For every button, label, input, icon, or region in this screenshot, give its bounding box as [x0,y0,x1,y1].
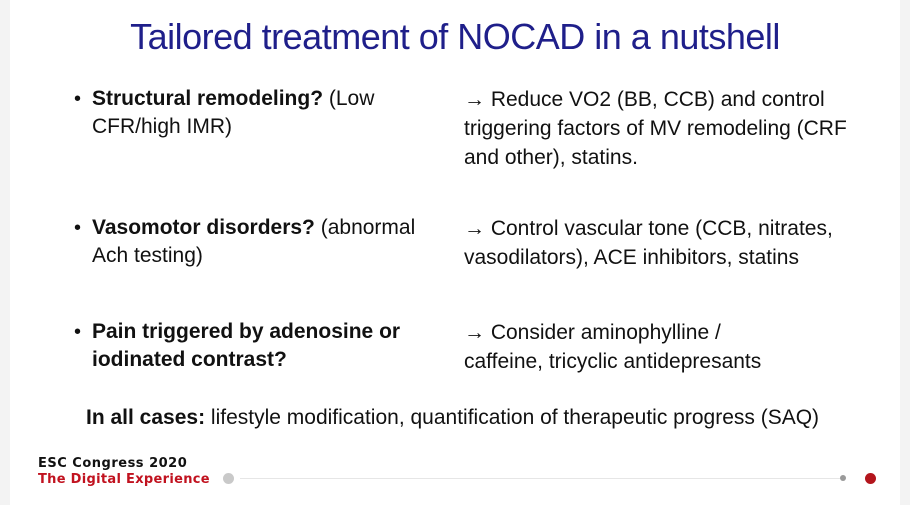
answer: → Consider aminophylline / caffeine, tricyclic antidepresants [464,321,762,373]
question-rest: (abnormal Ach testing) [92,216,416,267]
bullet-icon: • [74,321,82,343]
answer: → Reduce VO2 (BB, CCB) and control triggering factors of MV remodeling (CRF and other), statins. [464,88,847,169]
question [74,318,434,374]
bullet-icon: • [74,88,82,110]
progress-track [240,478,840,479]
bullet-icon: • [74,217,82,239]
red-dot-icon [865,473,876,484]
slide [10,0,900,505]
question [74,214,434,270]
summary [86,404,886,432]
small-dot-icon [840,475,846,481]
progress-start-dot-icon [223,473,234,484]
slide-title: Tailored treatment of NOCAD in a nutshell [130,16,780,57]
question-bold: Vasomotor disorders? [92,216,315,239]
question-bold: Structural remodeling? [92,87,324,110]
summary-bold: In all cases: [86,406,206,429]
question [74,85,434,141]
question-rest: (Low CFR/high IMR) [92,87,375,138]
question-bold: Pain triggered by adenosine or iodinated contrast? [92,320,401,371]
esc-logo [38,456,210,488]
logo-line2: The Digital Experience [38,472,210,487]
logo-line1: ESC Congress 2020 [38,456,188,471]
summary-rest: lifestyle modification, quantification of therapeutic progress (SAQ) [205,406,820,429]
answer: → Control vascular tone (CCB, nitrates, vasodilators), ACE inhibitors, statins [464,217,833,269]
